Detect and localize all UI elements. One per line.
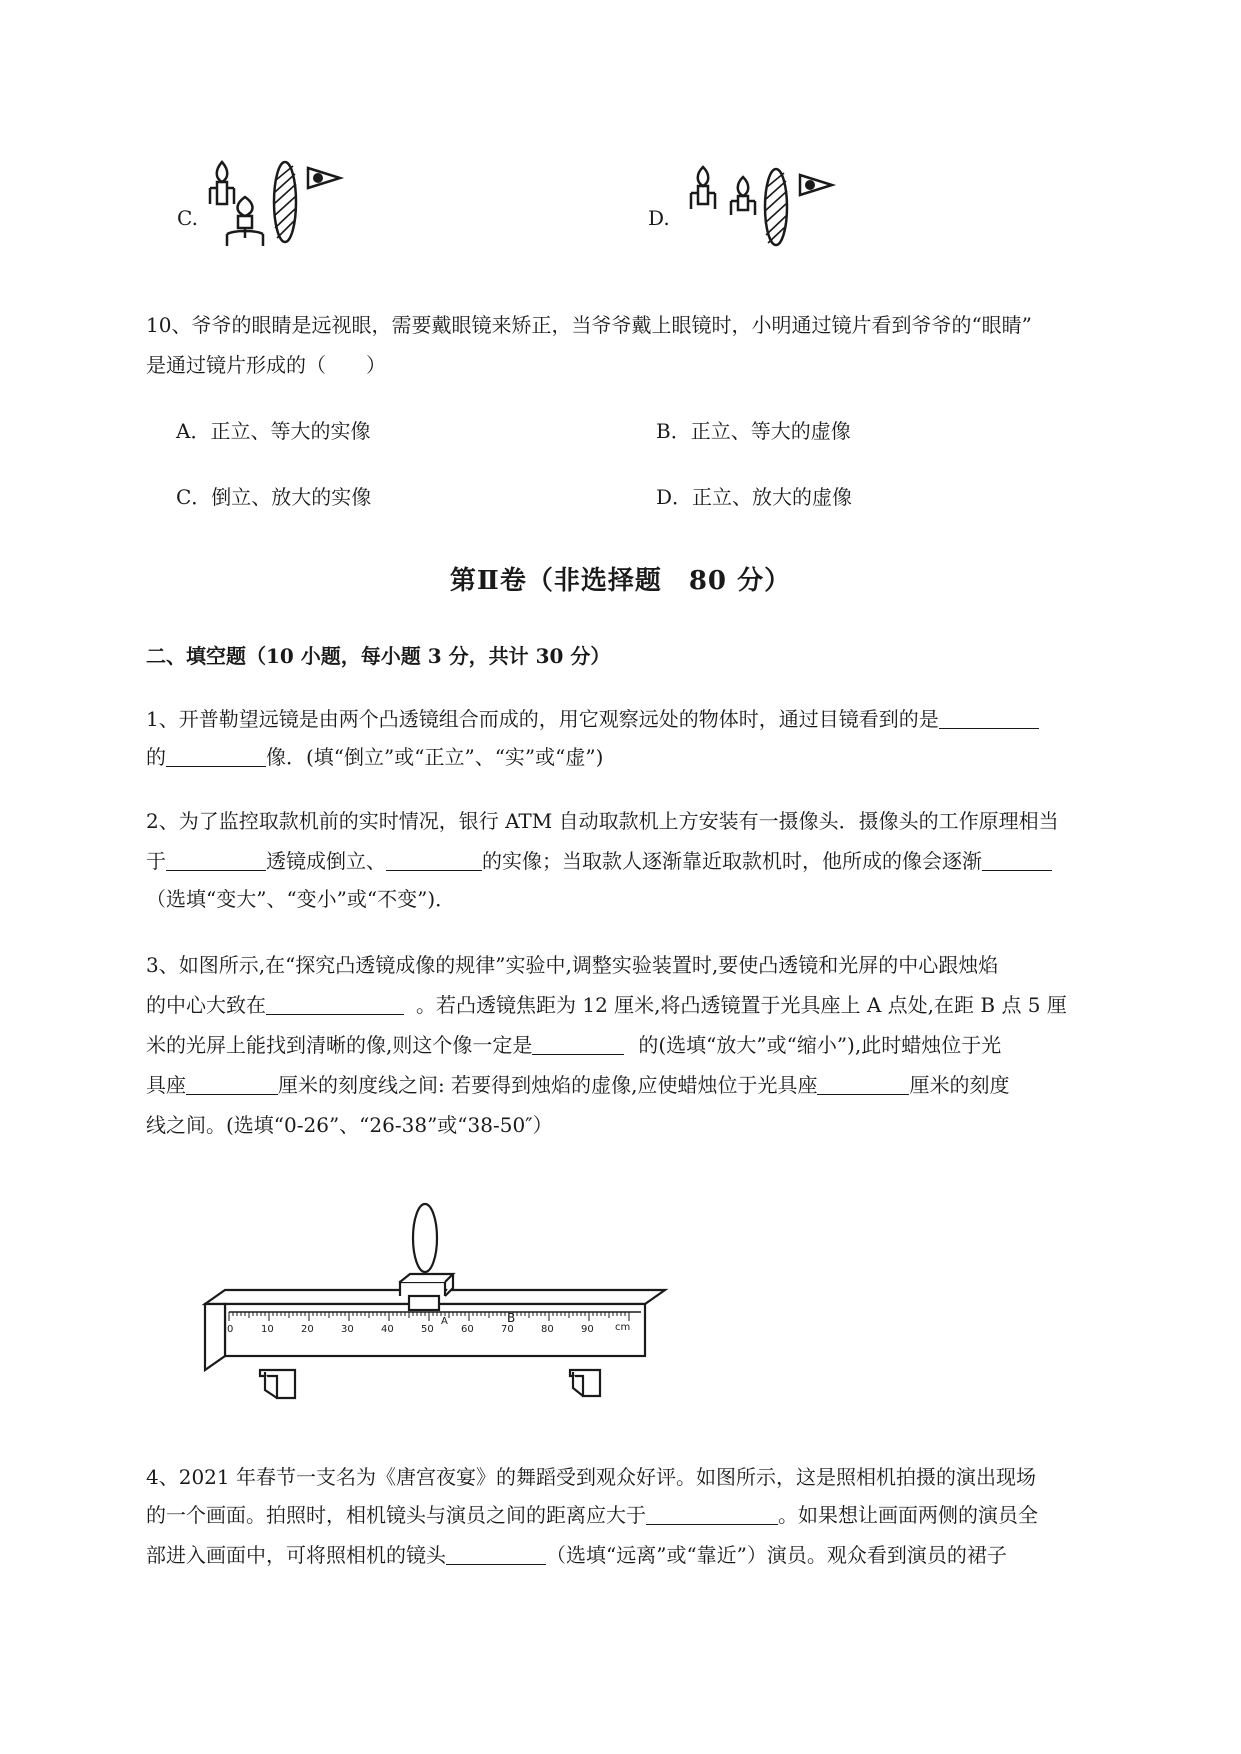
q2-line2 — [146, 848, 1052, 874]
point-b-label: B — [507, 1311, 516, 1325]
q4-blank-1[interactable] — [646, 1504, 778, 1525]
q2-blank-3[interactable] — [982, 850, 1052, 871]
option-d-figure — [688, 165, 838, 250]
q1-blank-1[interactable] — [939, 708, 1039, 729]
part2-title: 第Ⅱ卷（非选择题 80 分） — [449, 566, 792, 596]
q3-blank-2[interactable] — [532, 1034, 624, 1055]
section2-title: 二、填空题（10 小题，每小题 3 分，共计 30 分） — [146, 644, 611, 668]
tick-label-90: 90 — [581, 1324, 594, 1335]
q2-line3: （选填“变大”、“变小”或“不变”)． — [146, 887, 456, 911]
q3-text: 具座 — [146, 1073, 186, 1097]
q4-text: 。如果想让画面两侧的演员全 — [778, 1503, 1038, 1527]
q10-option-c[interactable]: C．倒立、放大的实像 — [176, 485, 372, 509]
q1-blank-2[interactable] — [166, 746, 266, 767]
q3-text: 米的光屏上能找到清晰的像,则这个像一定是 — [146, 1033, 533, 1057]
tick-label-cm: cm — [615, 1322, 631, 1333]
tick-label-0: 0 — [227, 1324, 234, 1335]
point-a-label: A — [441, 1316, 448, 1327]
q4-blank-2[interactable] — [446, 1544, 546, 1565]
q4-text: （选填“远离”或“靠近”）演员。观众看到演员的裙子 — [546, 1543, 1007, 1567]
q1-line2 — [146, 744, 603, 770]
q10-option-a[interactable]: A．正立、等大的实像 — [176, 419, 371, 443]
q3-text: 厘米的刻度线之间: 若要得到烛焰的虚像,应使蜡烛位于光具座 — [278, 1073, 818, 1097]
q4-text: 的一个画面。拍照时，相机镜头与演员之间的距离应大于 — [146, 1503, 646, 1527]
q4-line3 — [146, 1542, 1007, 1568]
option-c-figure — [205, 160, 350, 255]
optical-bench-figure — [195, 1200, 675, 1400]
q3-text: 。若凸透镜焦距为 12 厘米,将凸透镜置于光具座上 A 点处,在距 B 点 5 厘 — [416, 993, 1067, 1017]
q2-text: 透镜成倒立、 — [266, 849, 386, 873]
q10-stem-line1: 10、爷爷的眼睛是远视眼，需要戴眼镜来矫正，当爷爷戴上眼镜时，小明通过镜片看到爷爷的“眼睛” — [146, 313, 1032, 337]
option-c-label: C. — [177, 206, 198, 230]
q3-line5: 线之间。(选填“0-26”、“26-38”或“38-50″） — [146, 1113, 553, 1137]
q10-stem-line2: 是通过镜片形成的（ ） — [146, 353, 386, 377]
q2-text: 于 — [146, 849, 166, 873]
q1-text: 像．(填“倒立”或“正立”、“实”或“虚”) — [266, 745, 604, 769]
q2-text: 的实像；当取款人逐渐靠近取款机时，他所成的像会逐渐 — [482, 849, 982, 873]
q1-text: 1、开普勒望远镜是由两个凸透镜组合而成的，用它观察远处的物体时，通过目镜看到的是 — [146, 707, 939, 731]
q4-text: 部进入画面中，可将照相机的镜头 — [146, 1543, 446, 1567]
q10-option-d[interactable]: D．正立、放大的虚像 — [656, 485, 853, 509]
q2-blank-1[interactable] — [166, 850, 266, 871]
tick-label-80: 80 — [541, 1324, 554, 1335]
q3-line3 — [146, 1032, 1001, 1058]
tick-label-20: 20 — [301, 1324, 314, 1335]
q4-line1: 4、2021 年春节一支名为《唐宫夜宴》的舞蹈受到观众好评。如图所示，这是照相机拍摄的演出现场 — [146, 1465, 1036, 1489]
q1-text: 的 — [146, 745, 166, 769]
q2-line1: 2、为了监控取款机前的实时情况，银行 ATM 自动取款机上方安装有一摄像头．摄像头的工作原理相当 — [146, 809, 1059, 833]
q3-text: 厘米的刻度 — [909, 1073, 1010, 1097]
q3-line1: 3、如图所示,在“探究凸透镜成像的规律”实验中,调整实验装置时,要使凸透镜和光屏的中心跟烛焰 — [146, 953, 999, 977]
q3-text: 的中心大致在 — [146, 993, 266, 1017]
tick-label-60: 60 — [461, 1324, 474, 1335]
tick-label-50: 50 — [421, 1324, 434, 1335]
q2-blank-2[interactable] — [386, 850, 482, 871]
q3-blank-3[interactable] — [186, 1074, 278, 1095]
q3-line2 — [146, 992, 1067, 1018]
tick-label-70: 70 — [501, 1324, 514, 1335]
tick-label-40: 40 — [381, 1324, 394, 1335]
option-d-label: D. — [648, 206, 670, 230]
q3-blank-4[interactable] — [817, 1074, 909, 1095]
tick-label-30: 30 — [341, 1324, 354, 1335]
tick-label-10: 10 — [261, 1324, 274, 1335]
q3-line4 — [146, 1072, 1009, 1098]
q3-blank-1[interactable] — [266, 994, 404, 1015]
q3-text: 的(选填“放大”或“缩小”),此时蜡烛位于光 — [638, 1033, 1002, 1057]
q10-option-b[interactable]: B．正立、等大的虚像 — [656, 419, 851, 443]
q1-line1 — [146, 706, 1039, 732]
q4-line2 — [146, 1502, 1038, 1528]
